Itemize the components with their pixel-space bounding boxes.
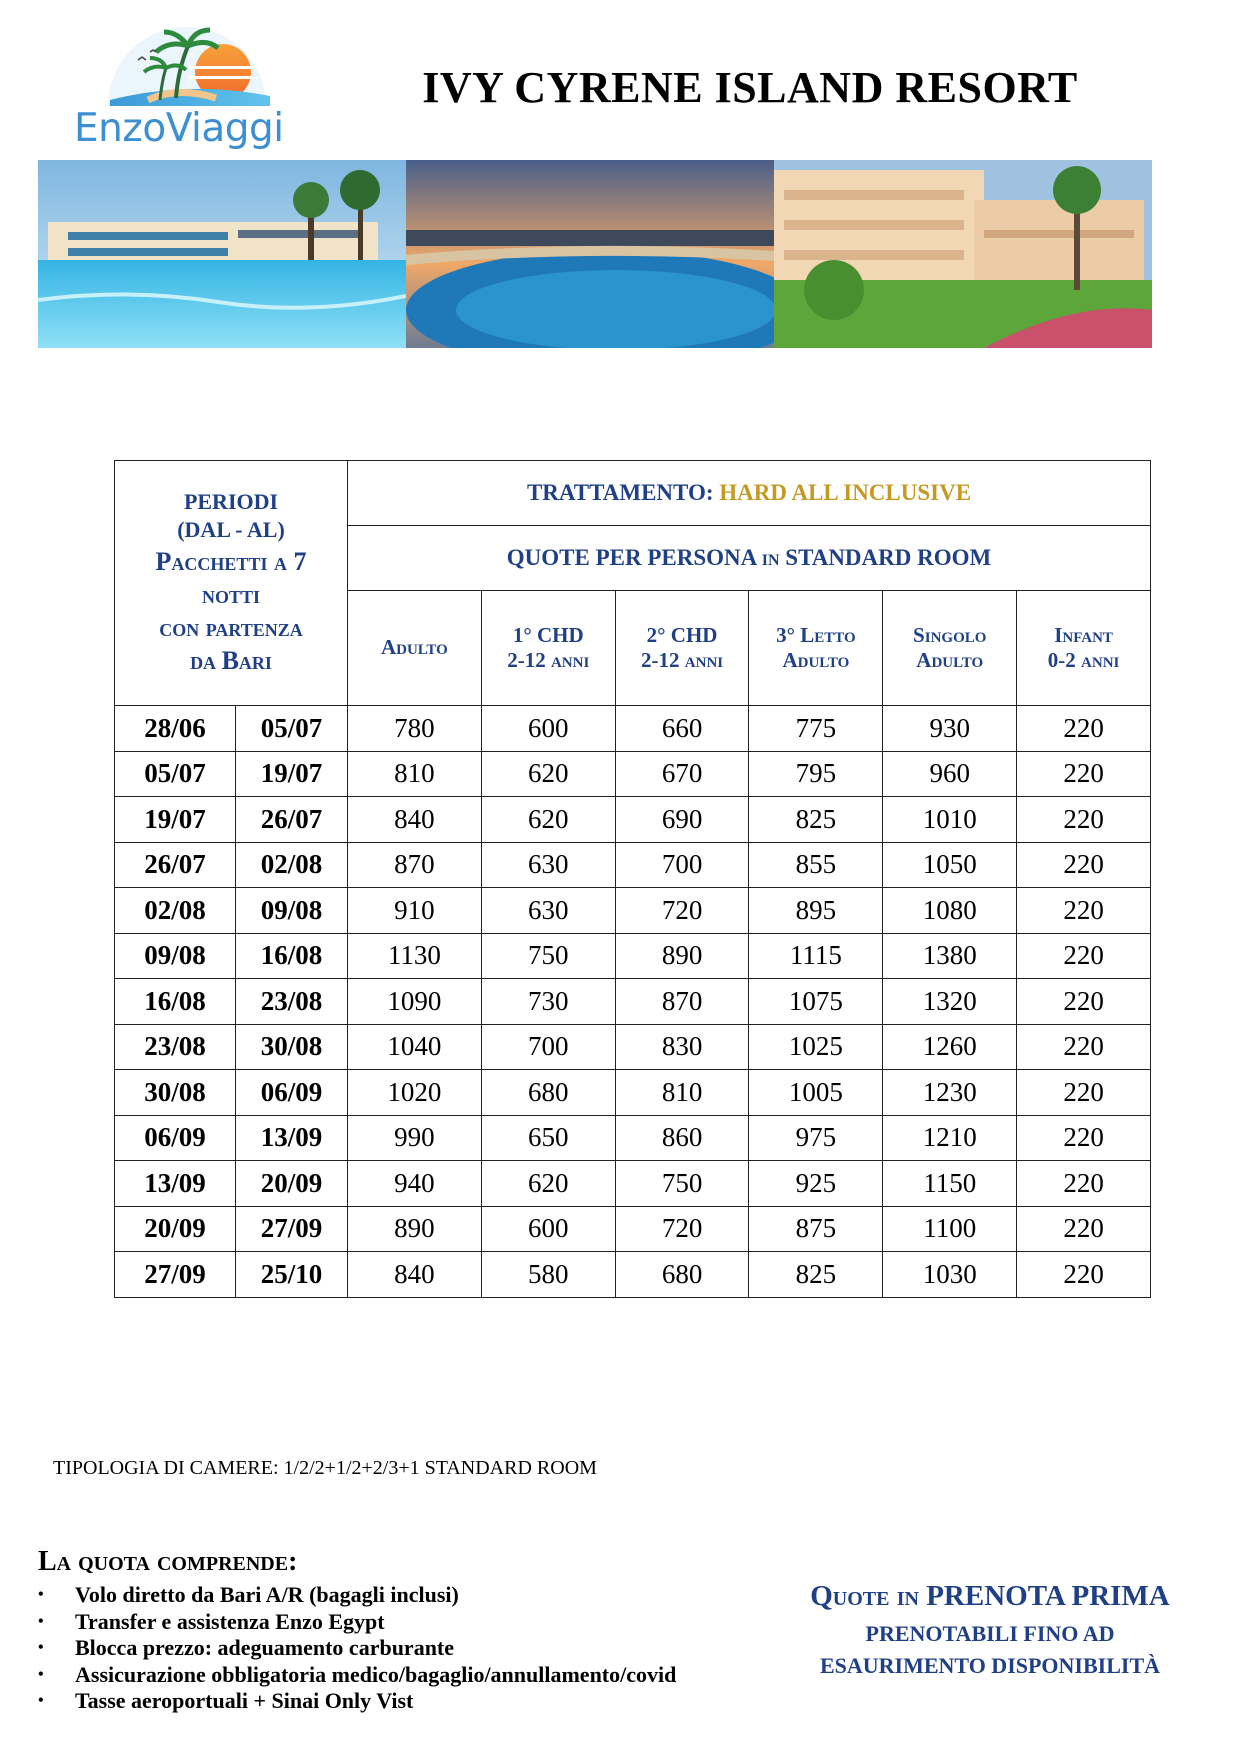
date-from: 13/09	[115, 1161, 236, 1207]
date-from: 16/08	[115, 979, 236, 1025]
price-cell: 220	[1017, 933, 1151, 979]
price-cell: 750	[481, 933, 615, 979]
table-row	[115, 1070, 1151, 1116]
price-cell: 1050	[883, 842, 1017, 888]
price-cell: 810	[615, 1070, 749, 1116]
quote-header	[348, 526, 1151, 591]
price-cell: 1040	[348, 1024, 482, 1070]
price-cell: 620	[481, 1161, 615, 1207]
price-cell: 825	[749, 797, 883, 843]
date-from: 09/08	[115, 933, 236, 979]
brand-name: EnzoViaggi	[74, 106, 284, 151]
period-header-line: PERIODI	[183, 489, 279, 515]
price-table	[114, 460, 1151, 1298]
date-to: 16/08	[236, 933, 348, 979]
price-cell: 940	[348, 1161, 482, 1207]
date-to: 13/09	[236, 1115, 348, 1161]
price-cell: 1090	[348, 979, 482, 1025]
table-row	[115, 888, 1151, 934]
table-row	[115, 1161, 1151, 1207]
table-row	[115, 979, 1151, 1025]
price-cell: 600	[481, 706, 615, 752]
column-header: 1° CHD 2-12 anni	[481, 591, 615, 706]
table-row	[115, 1024, 1151, 1070]
date-from: 23/08	[115, 1024, 236, 1070]
price-cell: 1380	[883, 933, 1017, 979]
price-cell: 220	[1017, 842, 1151, 888]
price-cell: 720	[615, 1206, 749, 1252]
bullet-icon: •	[38, 1586, 44, 1603]
price-cell: 220	[1017, 888, 1151, 934]
date-to: 30/08	[236, 1024, 348, 1070]
resort-buildings-photo	[774, 160, 1152, 348]
date-from: 06/09	[115, 1115, 236, 1161]
price-cell: 220	[1017, 979, 1151, 1025]
price-cell: 670	[615, 751, 749, 797]
date-to: 06/09	[236, 1070, 348, 1116]
price-cell: 1100	[883, 1206, 1017, 1252]
table-row	[115, 797, 1151, 843]
price-cell: 700	[481, 1024, 615, 1070]
column-header: 2° CHD 2-12 anni	[615, 591, 749, 706]
date-to: 26/07	[236, 797, 348, 843]
treatment-value: HARD ALL INCLUSIVE	[719, 480, 972, 505]
price-cell: 960	[883, 751, 1017, 797]
room-types-note: TIPOLOGIA DI CAMERE: 1/2/2+1/2+2/3+1 STANDARD ROOM	[53, 1457, 597, 1479]
date-to: 09/08	[236, 888, 348, 934]
price-cell: 1025	[749, 1024, 883, 1070]
date-from: 05/07	[115, 751, 236, 797]
enzoviaggi-logo	[38, 20, 336, 158]
price-cell: 895	[749, 888, 883, 934]
date-from: 26/07	[115, 842, 236, 888]
price-cell: 630	[481, 888, 615, 934]
price-cell: 795	[749, 751, 883, 797]
column-header: Adulto	[348, 591, 482, 706]
table-row	[115, 1206, 1151, 1252]
price-cell: 1075	[749, 979, 883, 1025]
table-row	[115, 706, 1151, 752]
column-header: 3° Letto Adulto	[749, 591, 883, 706]
price-cell: 620	[481, 751, 615, 797]
price-cell: 1230	[883, 1070, 1017, 1116]
promo-box	[780, 1580, 1200, 1679]
date-from: 28/06	[115, 706, 236, 752]
price-cell: 690	[615, 797, 749, 843]
price-cell: 890	[348, 1206, 482, 1252]
price-cell: 680	[481, 1070, 615, 1116]
price-cell: 220	[1017, 797, 1151, 843]
price-cell: 925	[749, 1161, 883, 1207]
date-from: 19/07	[115, 797, 236, 843]
price-cell: 620	[481, 797, 615, 843]
price-cell: 220	[1017, 1252, 1151, 1298]
price-cell: 930	[883, 706, 1017, 752]
price-cell: 830	[615, 1024, 749, 1070]
price-cell: 1115	[749, 933, 883, 979]
price-cell: 840	[348, 1252, 482, 1298]
price-cell: 775	[749, 706, 883, 752]
list-item: • Volo diretto da Bari A/R (bagagli inclusi)	[38, 1582, 459, 1607]
sunset-pool-photo	[406, 160, 774, 348]
price-cell: 910	[348, 888, 482, 934]
table-row	[115, 933, 1151, 979]
price-cell: 660	[615, 706, 749, 752]
price-cell: 840	[348, 797, 482, 843]
price-cell: 600	[481, 1206, 615, 1252]
period-header-line: notti	[201, 579, 261, 609]
bullet-icon: •	[38, 1612, 44, 1630]
price-cell: 875	[749, 1206, 883, 1252]
price-cell: 220	[1017, 1115, 1151, 1161]
price-cell: 1010	[883, 797, 1017, 843]
price-cell: 730	[481, 979, 615, 1025]
price-cell: 1030	[883, 1252, 1017, 1298]
price-cell: 1210	[883, 1115, 1017, 1161]
price-cell: 870	[348, 842, 482, 888]
promo-line: PRENOTABILI FINO AD	[865, 1621, 1115, 1646]
price-cell: 680	[615, 1252, 749, 1298]
date-to: 19/07	[236, 751, 348, 797]
promo-line	[780, 1580, 1200, 1613]
promo-text: PRENOTA PRIMA	[926, 1580, 1170, 1612]
price-cell: 220	[1017, 1206, 1151, 1252]
price-cell: 220	[1017, 1024, 1151, 1070]
departure-city: Bari	[221, 646, 272, 676]
list-item: • Transfer e assistenza Enzo Egypt	[38, 1608, 385, 1634]
price-cell: 1260	[883, 1024, 1017, 1070]
price-cell: 810	[348, 751, 482, 797]
price-cell: 780	[348, 706, 482, 752]
date-to: 02/08	[236, 842, 348, 888]
price-cell: 990	[348, 1115, 482, 1161]
includes-title: La quota comprende:	[38, 1546, 298, 1577]
date-from: 02/08	[115, 888, 236, 934]
price-cell: 220	[1017, 1070, 1151, 1116]
price-cell: 1150	[883, 1161, 1017, 1207]
quote-header-text: QUOTE PER PERSONA	[506, 545, 756, 570]
price-cell: 750	[615, 1161, 749, 1207]
date-to: 27/09	[236, 1206, 348, 1252]
list-item: • Assicurazione obbligatoria medico/bagaglio/annullamento/covid	[38, 1661, 677, 1687]
period-header-prefix: da	[190, 646, 217, 676]
date-to: 05/07	[236, 706, 348, 752]
table-row	[115, 751, 1151, 797]
date-from: 30/08	[115, 1070, 236, 1116]
date-from: 20/09	[115, 1206, 236, 1252]
price-cell: 720	[615, 888, 749, 934]
price-cell: 1320	[883, 979, 1017, 1025]
price-cell: 975	[749, 1115, 883, 1161]
quote-header-text: in	[761, 545, 780, 570]
price-cell: 825	[749, 1252, 883, 1298]
treatment-label: TRATTAMENTO:	[526, 480, 714, 505]
price-cell: 630	[481, 842, 615, 888]
table-row	[115, 842, 1151, 888]
price-cell: 860	[615, 1115, 749, 1161]
list-item: • Blocca prezzo: adeguamento carburante	[38, 1635, 455, 1660]
price-cell: 650	[481, 1115, 615, 1161]
price-cell: 890	[615, 933, 749, 979]
bullet-icon: •	[38, 1692, 44, 1709]
price-cell: 220	[1017, 1161, 1151, 1207]
price-cell: 855	[749, 842, 883, 888]
price-cell: 220	[1017, 706, 1151, 752]
bullet-icon: •	[38, 1639, 44, 1656]
price-cell: 700	[615, 842, 749, 888]
period-header-line: (DAL - AL)	[177, 517, 285, 543]
price-cell: 580	[481, 1252, 615, 1298]
includes-list	[38, 1582, 676, 1715]
treatment-header	[348, 461, 1151, 526]
bullet-icon: •	[38, 1665, 44, 1683]
price-cell: 1080	[883, 888, 1017, 934]
list-item: • Tasse aeroportuali + Sinai Only Vist	[38, 1688, 414, 1713]
price-cell: 220	[1017, 751, 1151, 797]
price-cell: 870	[615, 979, 749, 1025]
period-header-line	[115, 644, 347, 677]
date-to: 25/10	[236, 1252, 348, 1298]
quote-header-text: STANDARD ROOM	[785, 545, 992, 570]
period-header-line: con partenza	[159, 613, 303, 643]
period-header	[115, 461, 348, 706]
promo-text: Quote in	[810, 1580, 919, 1612]
table-row	[115, 1252, 1151, 1298]
promo-line: ESAURIMENTO DISPONIBILITÀ	[819, 1653, 1161, 1678]
column-header: Singolo Adulto	[883, 591, 1017, 706]
column-header: Infant 0-2 anni	[1017, 591, 1151, 706]
date-to: 23/08	[236, 979, 348, 1025]
date-from: 27/09	[115, 1252, 236, 1298]
price-cell: 1020	[348, 1070, 482, 1116]
period-header-line: Pacchetti a 7	[155, 546, 307, 576]
date-to: 20/09	[236, 1161, 348, 1207]
resort-pool-photo	[38, 160, 406, 348]
price-cell: 1005	[749, 1070, 883, 1116]
price-cell: 1130	[348, 933, 482, 979]
page-title: IVY CYRENE ISLAND RESORT	[422, 63, 1078, 112]
table-row	[115, 1115, 1151, 1161]
